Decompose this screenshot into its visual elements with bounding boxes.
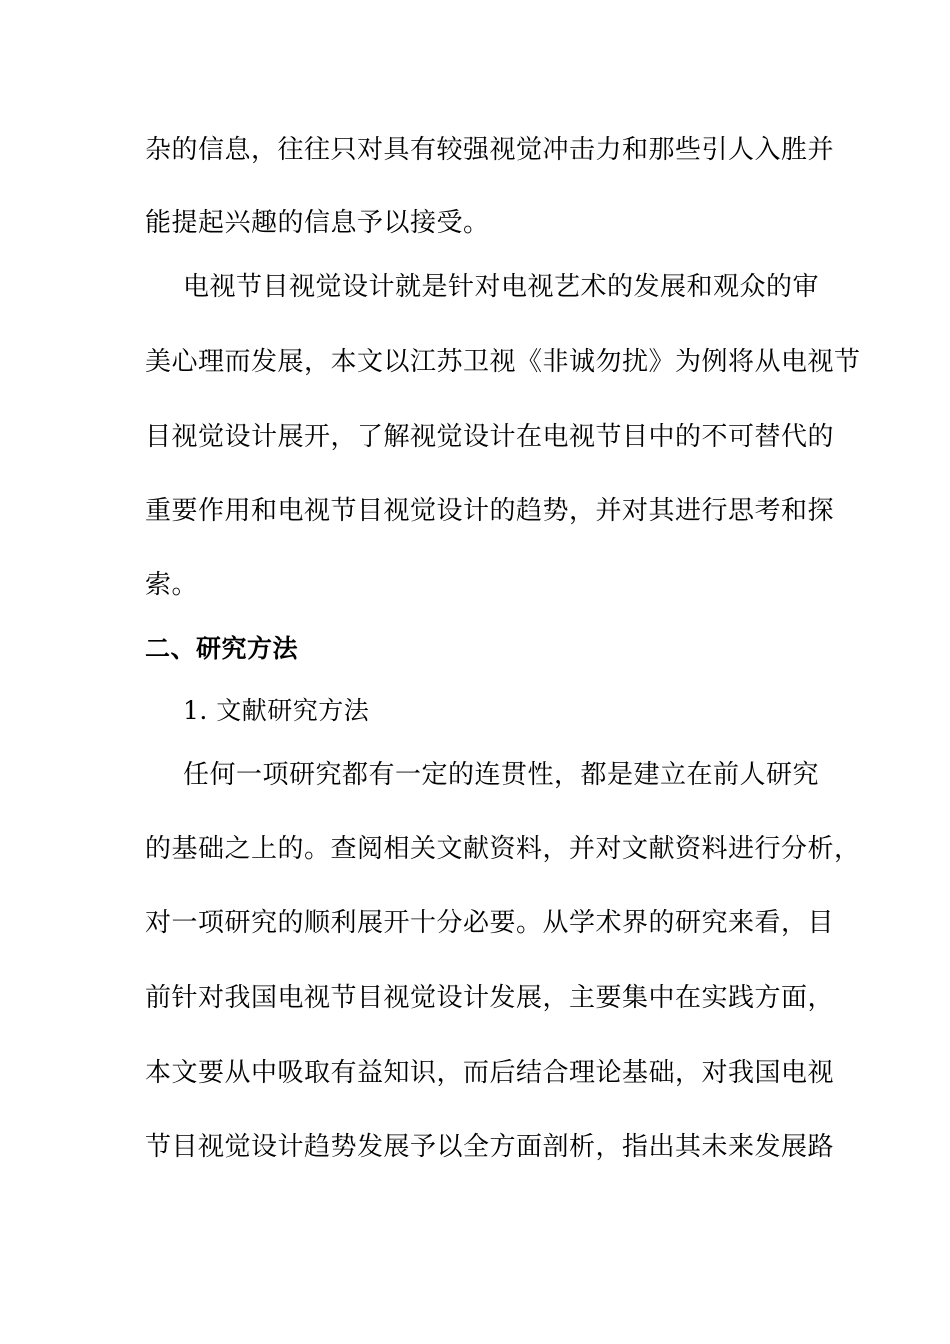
text-line: 杂的信息，往往只对具有较强视觉冲击力和那些引人入胜并 xyxy=(145,135,835,165)
text-line: 对一项研究的顺利展开十分必要。从学术界的研究来看，目 xyxy=(145,908,835,938)
text-line: 电视节目视觉设计就是针对电视艺术的发展和观众的审 xyxy=(183,272,820,302)
text-line: 目视觉设计展开，了解视觉设计在电视节目中的不可替代的 xyxy=(145,422,835,452)
text-line: 任何一项研究都有一定的连贯性，都是建立在前人研究 xyxy=(183,760,820,790)
text-line: 重要作用和电视节目视觉设计的趋势，并对其进行思考和探 xyxy=(145,496,835,526)
text-line: 美心理而发展，本文以江苏卫视《非诚勿扰》为例将从电视节 xyxy=(145,347,861,377)
text-line: 能提起兴趣的信息予以接受。 xyxy=(145,208,490,238)
subsection-heading: 1. 文献研究方法 xyxy=(183,696,370,725)
text-line: 索。 xyxy=(145,570,199,600)
text-line: 前针对我国电视节目视觉设计发展，主要集中在实践方面， xyxy=(145,983,835,1013)
section-heading: 二、研究方法 xyxy=(145,634,299,663)
text-line: 本文要从中吸取有益知识，而后结合理论基础，对我国电视 xyxy=(145,1058,835,1088)
text-line: 节目视觉设计趋势发展予以全方面剖析，指出其未来发展路 xyxy=(145,1132,835,1162)
text-line: 的基础之上的。查阅相关文献资料，并对文献资料进行分析， xyxy=(145,834,861,864)
